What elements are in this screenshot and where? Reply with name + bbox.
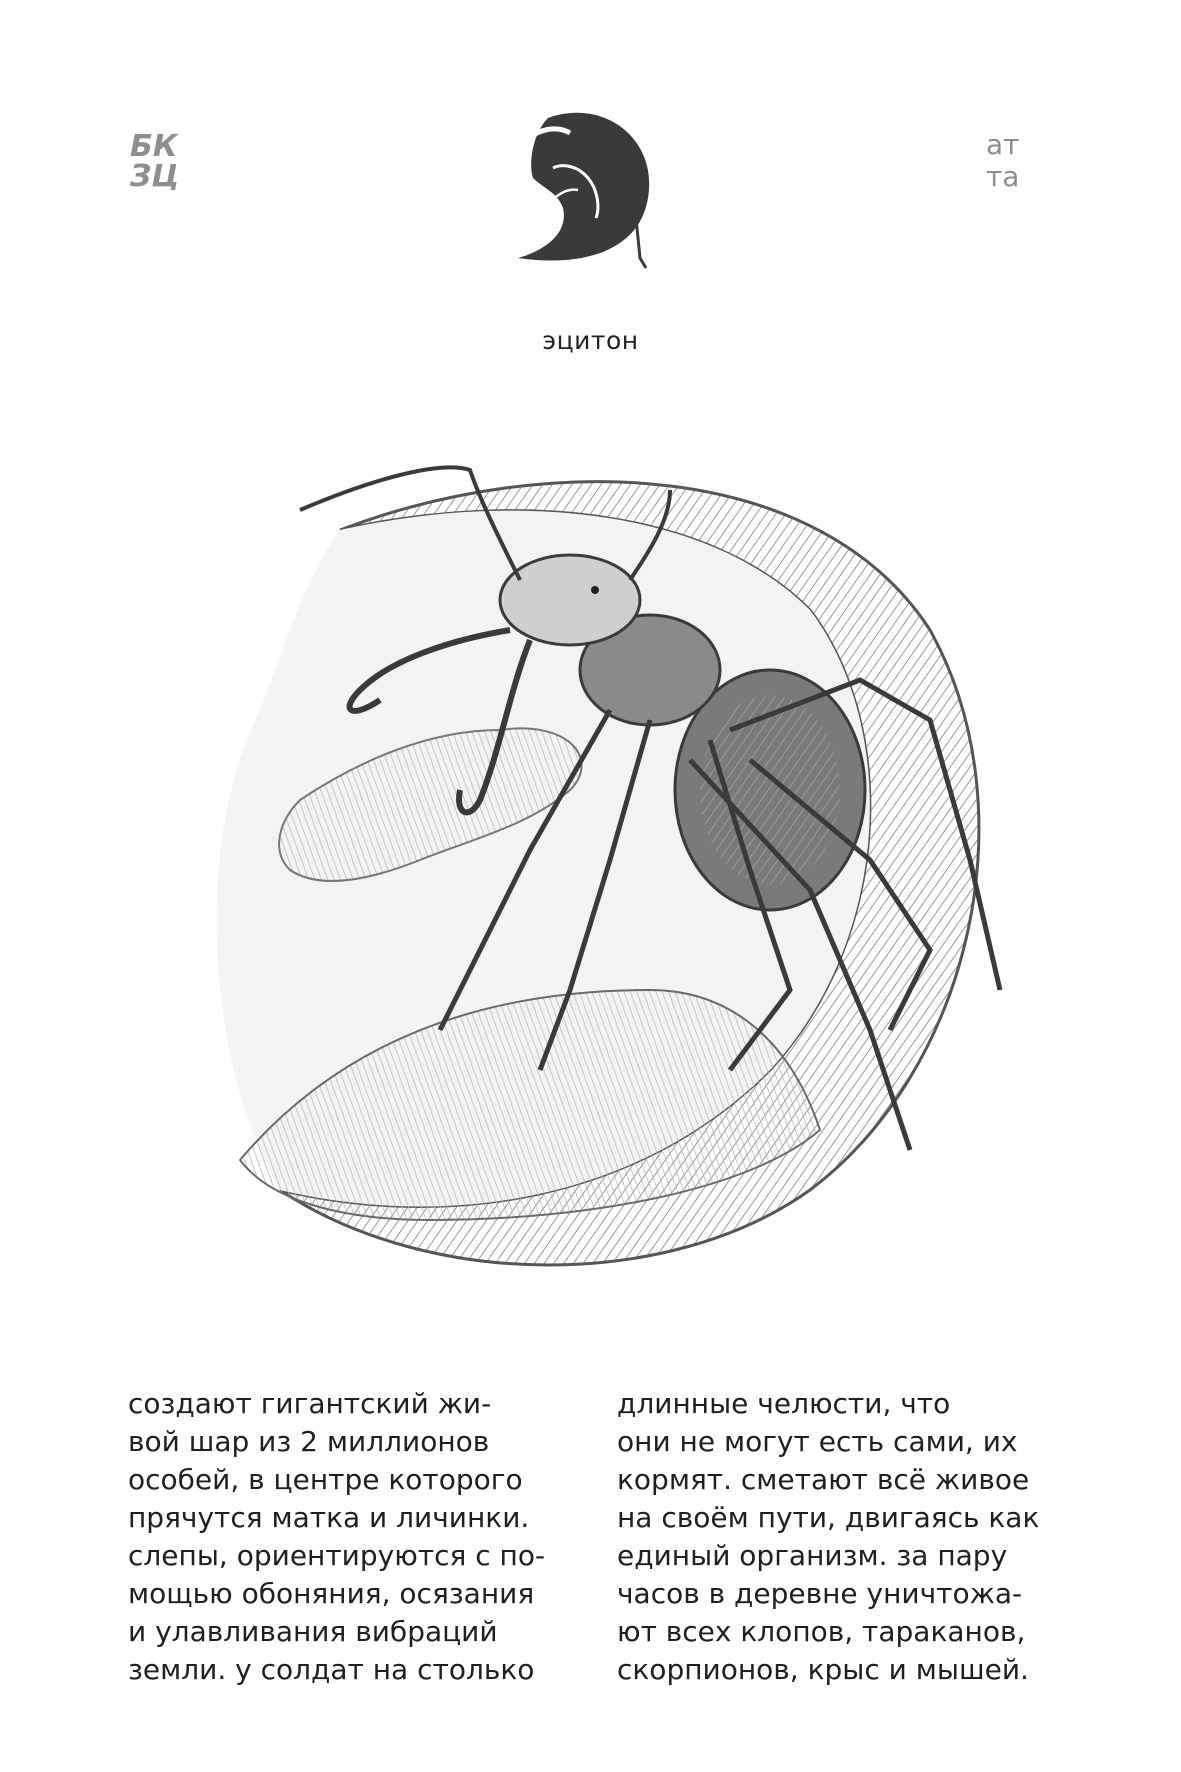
ant-illustration: [170, 430, 1050, 1310]
publisher-logo-right: [986, 128, 1050, 190]
at-ta-logo-icon: [986, 128, 1050, 190]
body-text-left-column: создают гигантский жи- вой шар из 2 миллионов особей, в центре которого прячутся матка и личинки. слепы, ориентируются с по- мощью обоняния, осязания и улавливания вибраций земли. у солдат на столько: [128, 1387, 546, 1686]
svg-text:ат: ат: [986, 128, 1020, 161]
ant-pencil-sketch-icon: [170, 430, 1050, 1310]
page-title: эцитон: [542, 326, 639, 355]
body-text-right-column: длинные челюсти, что они не могут есть сами, их кормят. сметают всё живое на своём пути, двигаясь как единый организм. за пару часов в деревне уничтожа- ют всех клопов, тараканов, скорпионов, крыс и мышей.: [617, 1387, 1040, 1686]
ant-on-crescent-icon: [508, 108, 670, 270]
svg-text:БК: БК: [130, 129, 178, 164]
svg-text:та: та: [986, 160, 1020, 190]
ant-emblem: [508, 108, 670, 270]
publisher-logo-left: [128, 128, 200, 190]
bk-zc-logo-icon: [128, 128, 200, 190]
svg-text:ЗЦ: ЗЦ: [130, 159, 180, 190]
